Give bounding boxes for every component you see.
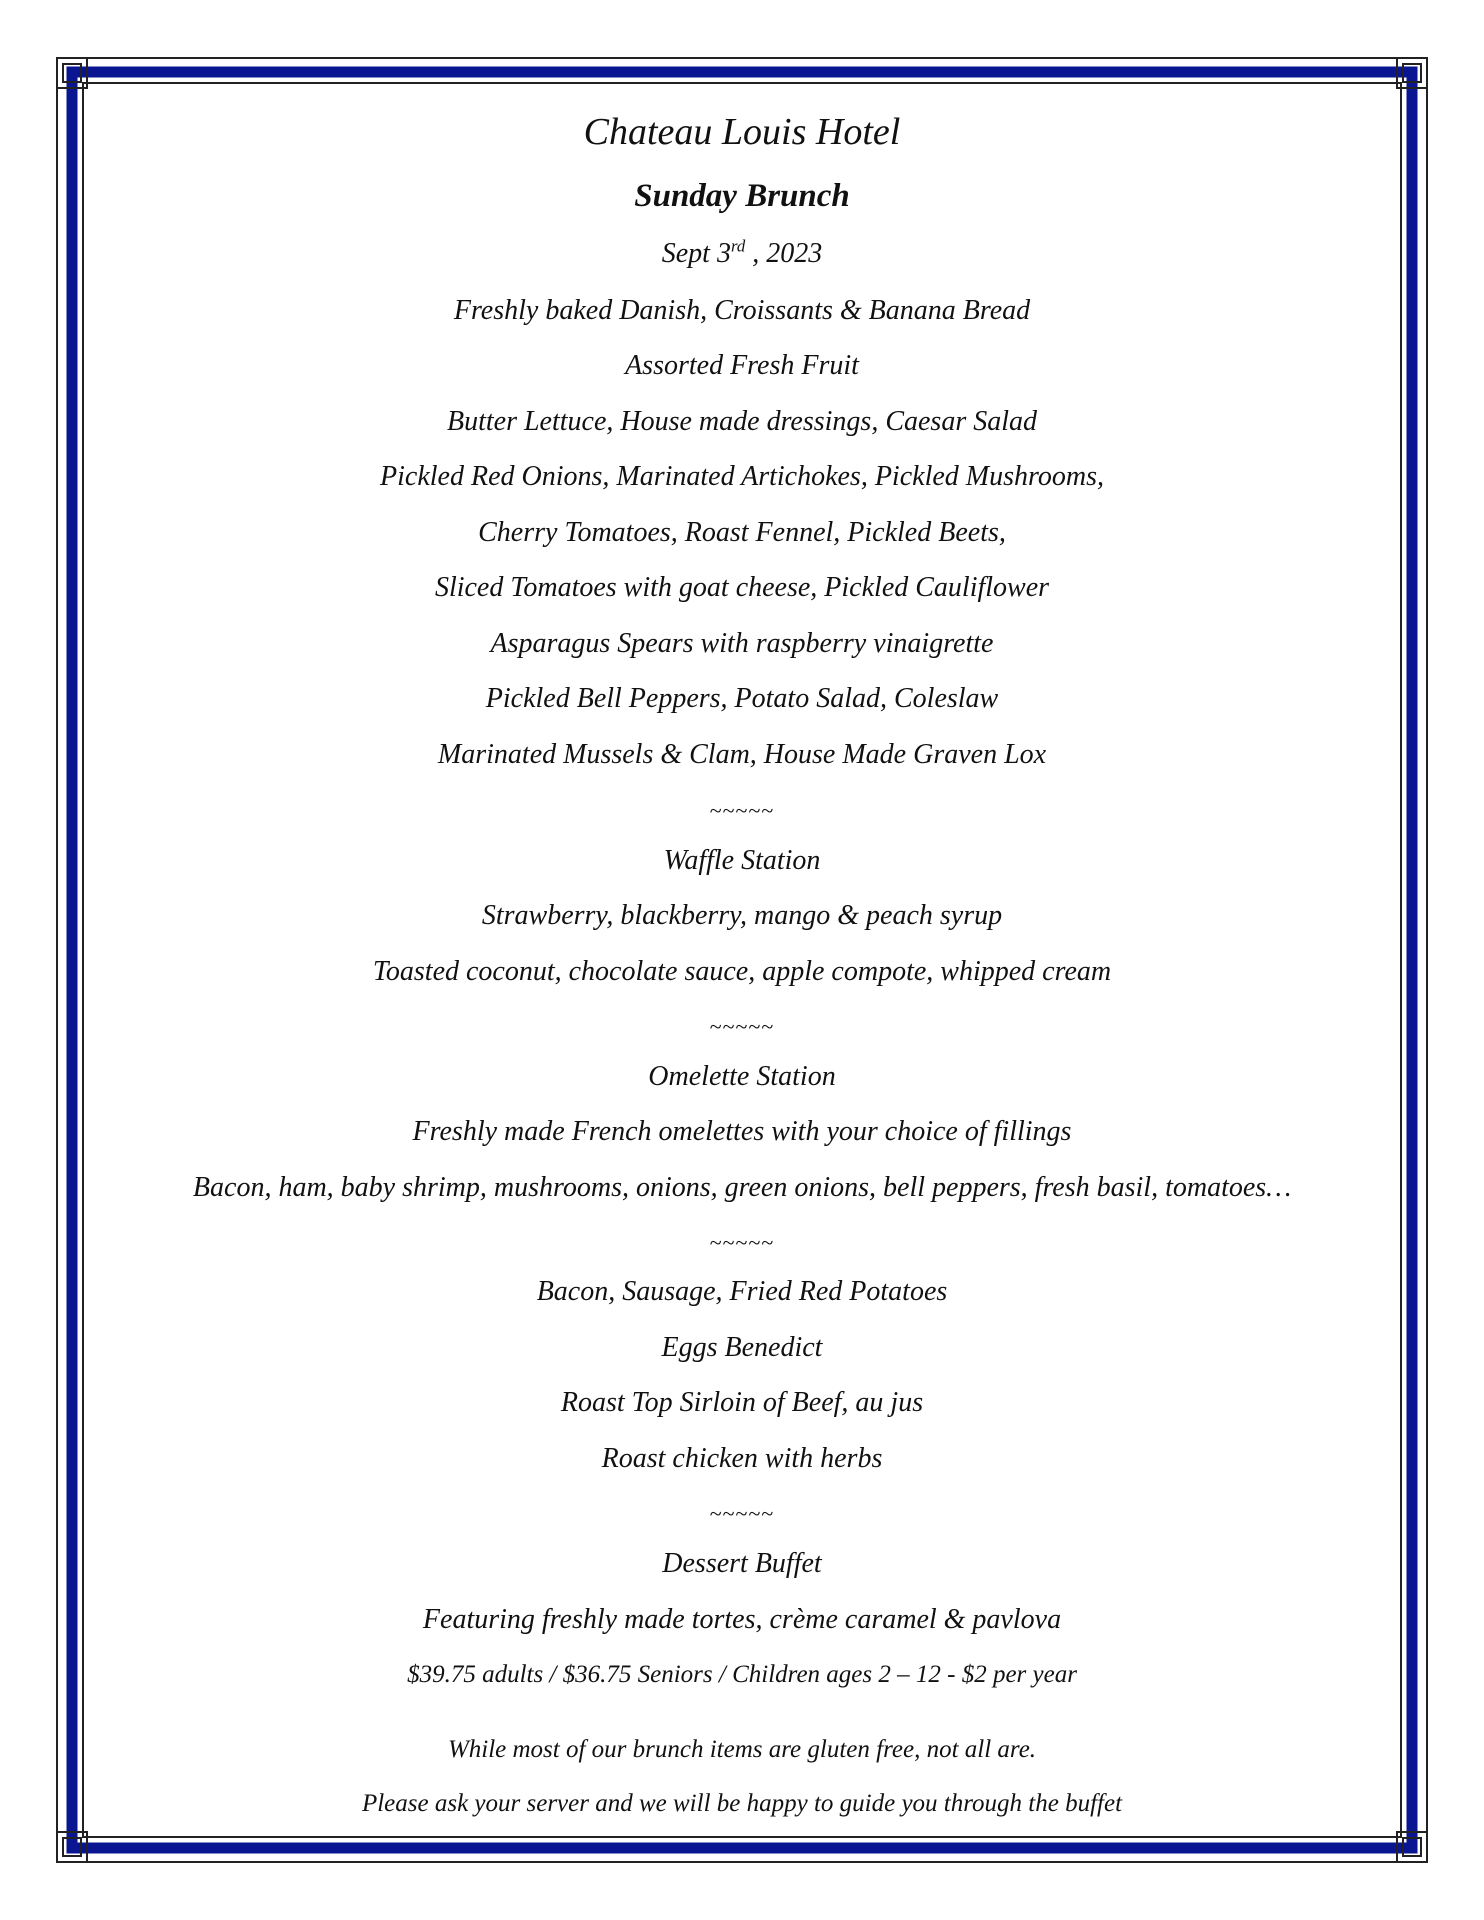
price-line: $39.75 adults / $36.75 Seniors / Children ages 2 – 12 - $2 per year: [407, 1661, 1077, 1688]
section-separator: ~~~~~: [709, 798, 775, 823]
date-prefix: Sept 3: [661, 238, 731, 269]
waffle-station-title: Waffle Station: [663, 845, 821, 876]
omelette-station-title: Omelette Station: [648, 1061, 836, 1092]
menu-item: Strawberry, blackberry, mango & peach syrup: [481, 900, 1003, 931]
section-separator: ~~~~~: [709, 1014, 775, 1039]
menu-item: Eggs Benedict: [661, 1332, 823, 1363]
date-rest: , 2023: [745, 238, 823, 269]
menu-item: Assorted Fresh Fruit: [625, 350, 859, 381]
menu-item: Roast chicken with herbs: [601, 1443, 883, 1474]
menu-item: Pickled Red Onions, Marinated Artichokes, Pickled Mushrooms,: [380, 461, 1104, 492]
menu-item: Sliced Tomatoes with goat cheese, Pickled Cauliflower: [434, 572, 1050, 603]
section-separator: ~~~~~: [709, 1501, 775, 1526]
menu-item: Roast Top Sirloin of Beef, au jus: [560, 1387, 924, 1418]
menu-item: Butter Lettuce, House made dressings, Caesar Salad: [446, 406, 1038, 437]
menu-item: Featuring freshly made tortes, crème caramel & pavlova: [422, 1604, 1062, 1635]
menu-item: Freshly baked Danish, Croissants & Banana Bread: [453, 295, 1031, 326]
menu-item: Pickled Bell Peppers, Potato Salad, Coleslaw: [485, 683, 999, 714]
menu-item: Bacon, Sausage, Fried Red Potatoes: [536, 1276, 948, 1307]
menu-date: [0, 236, 1484, 269]
menu-item: Marinated Mussels & Clam, House Made Graven Lox: [437, 739, 1047, 770]
gluten-note: While most of our brunch items are gluten free, not all are.: [447, 1736, 1037, 1763]
menu-item: Bacon, ham, baby shrimp, mushrooms, onions, green onions, bell peppers, fresh basil, tomatoes…: [192, 1172, 1292, 1203]
dessert-buffet-title: Dessert Buffet: [662, 1548, 822, 1579]
section-separator: ~~~~~: [709, 1230, 775, 1255]
hotel-name: Chateau Louis Hotel: [583, 111, 901, 153]
menu-item: Freshly made French omelettes with your choice of fillings: [412, 1116, 1072, 1147]
server-note: Please ask your server and we will be happy to guide you through the buffet: [361, 1790, 1123, 1817]
menu-item: Toasted coconut, chocolate sauce, apple compote, whipped cream: [372, 956, 1112, 987]
menu-item: Asparagus Spears with raspberry vinaigrette: [490, 628, 994, 659]
menu-item: Cherry Tomatoes, Roast Fennel, Pickled Beets,: [478, 517, 1006, 548]
menu-title: Sunday Brunch: [634, 178, 850, 214]
date-suffix: rd: [730, 236, 746, 256]
